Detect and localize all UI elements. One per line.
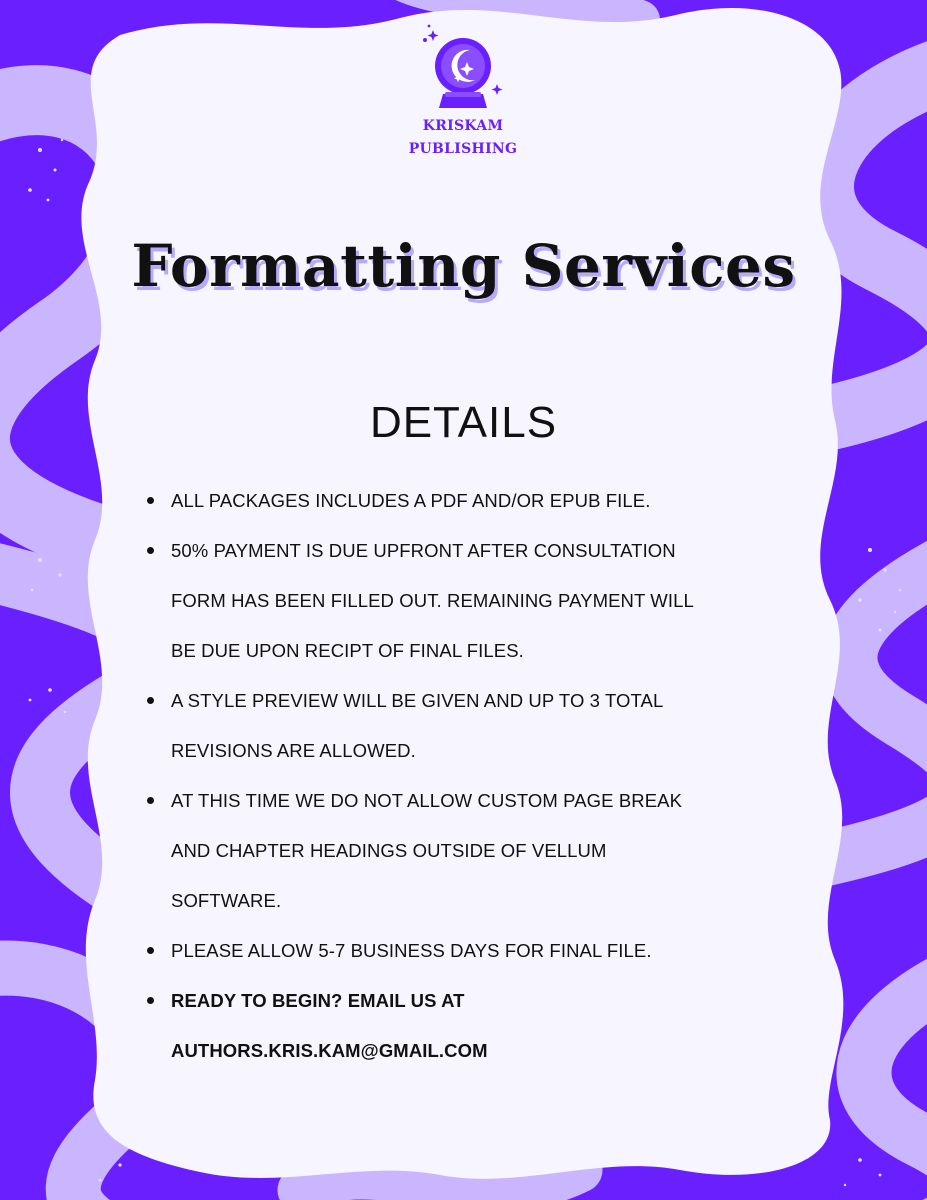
list-item xyxy=(140,926,820,976)
list-item-text-line: FORM HAS BEEN FILLED OUT. REMAINING PAYMENT WILL xyxy=(171,590,694,611)
list-item xyxy=(140,776,820,926)
list-item-text-line: 50% PAYMENT IS DUE UPFRONT AFTER CONSULTATION xyxy=(171,540,676,561)
section-heading: DETAILS xyxy=(369,398,558,447)
bullet-icon xyxy=(147,947,154,954)
list-item-text-line: BE DUE UPON RECIPT OF FINAL FILES. xyxy=(171,640,524,661)
list-item-text-line: AT THIS TIME WE DO NOT ALLOW CUSTOM PAGE BREAK xyxy=(171,790,683,811)
list-item xyxy=(140,676,820,776)
crystal-ball-icon xyxy=(413,22,513,114)
contact-email[interactable]: AUTHORS.KRIS.KAM@GMAIL.COM xyxy=(171,1040,488,1061)
bullet-icon xyxy=(147,697,154,704)
list-item-text-line: AND CHAPTER HEADINGS OUTSIDE OF VELLUM xyxy=(171,840,607,861)
bullet-icon xyxy=(147,547,154,554)
list-item-text: PLEASE ALLOW 5-7 BUSINESS DAYS FOR FINAL FILE. xyxy=(171,940,652,961)
list-item-text-line: A STYLE PREVIEW WILL BE GIVEN AND UP TO 3 TOTAL xyxy=(171,690,664,711)
bullet-icon xyxy=(147,997,154,1004)
bullet-icon xyxy=(147,497,154,504)
list-item-text: ALL PACKAGES INCLUDES A PDF AND/OR EPUB FILE. xyxy=(171,490,651,511)
details-list xyxy=(140,476,820,1076)
cta-item xyxy=(140,976,820,1076)
brand-name-line1: KRISKAM xyxy=(422,118,504,134)
list-item xyxy=(140,476,820,526)
list-item-text-line: REVISIONS ARE ALLOWED. xyxy=(171,740,416,761)
list-item xyxy=(140,526,820,676)
brand-name-line2: PUBLISHING xyxy=(408,141,518,157)
cta-text: READY TO BEGIN? EMAIL US AT xyxy=(171,990,465,1011)
list-item-text-line: SOFTWARE. xyxy=(171,890,282,911)
bullet-icon xyxy=(147,797,154,804)
page-title: Formatting Services xyxy=(131,232,796,300)
